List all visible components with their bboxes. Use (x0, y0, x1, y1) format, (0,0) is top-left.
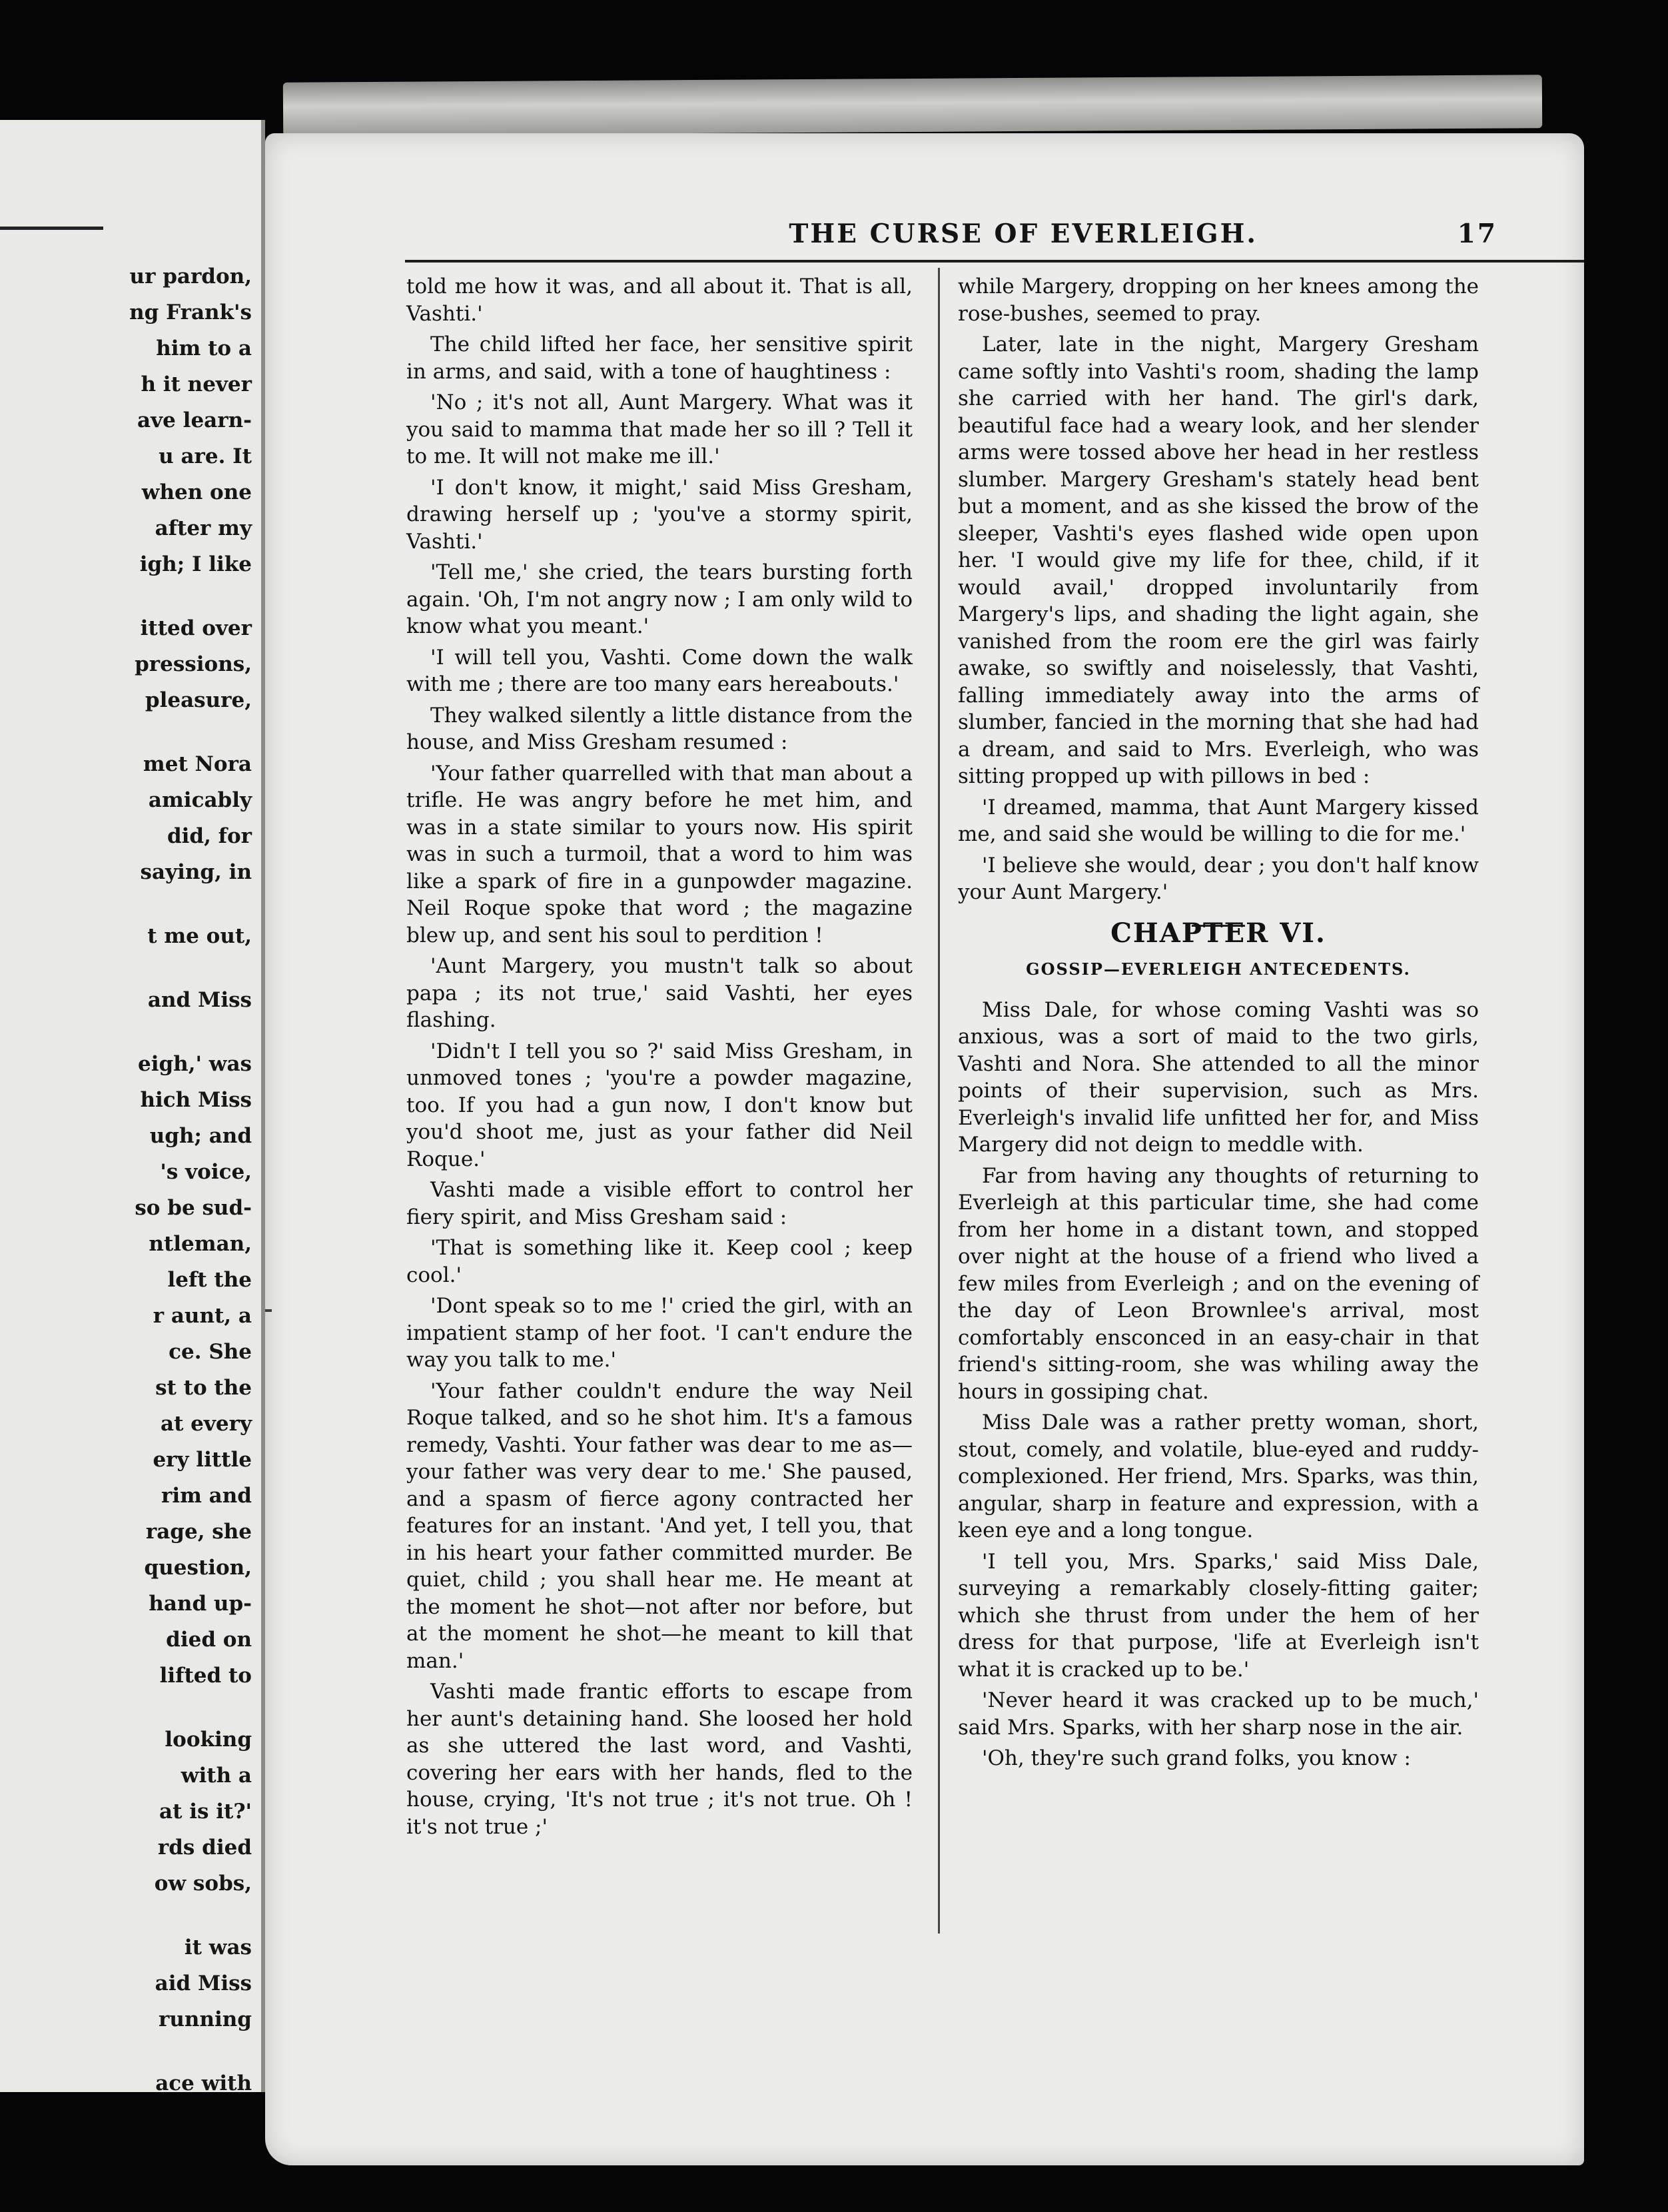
facing-page-line (129, 582, 252, 610)
facing-page-line: it was (184, 1936, 252, 1959)
facing-page-line: after my (155, 516, 252, 540)
facing-page-line: ur pardon, (129, 265, 252, 288)
paragraph: Miss Dale, for whose coming Vashti was so anxious, was a sort of maid to the two girls, Vashti and Nora. She attended to all the minor points of their supervision, such as Mrs. Everleigh's invalid life unfitted her for, and Miss Margery did not deign to meddle with. (958, 997, 1479, 1157)
facing-page-line: aid Miss (155, 1971, 252, 1995)
paragraph: 'Dont speak so to me !' cried the girl, with an impatient stamp of her foot. 'I can't endure the way you talk to me.' (406, 1294, 913, 1372)
paragraph: They walked silently a little distance from the house, and Miss Gresham resumed : (406, 703, 913, 754)
facing-page-line: him to a (156, 336, 252, 360)
paragraph: The child lifted her face, her sensitive spirit in arms, and said, with a tone of haughtiness : (406, 332, 913, 384)
facing-page-line: saying, in (140, 860, 252, 884)
facing-page-line: itted over (140, 616, 252, 640)
facing-page-line: ugh; and (149, 1124, 252, 1148)
paragraph: 'Oh, they're such grand folks, you know : (982, 1746, 1411, 1770)
paragraph: 'I don't know, it might,' said Miss Gresham, drawing herself up ; 'you've a stormy spirit, Vashti.' (406, 475, 913, 554)
facing-page-line: hand up- (149, 1592, 252, 1616)
facing-page (0, 120, 265, 2092)
facing-page-line: met Nora (143, 752, 252, 776)
facing-page-line: question, (144, 1556, 252, 1580)
facing-page-line: looking (165, 1728, 252, 1752)
paragraph: Miss Dale was a rather pretty woman, short, stout, comely, and volatile, blue-eyed and ruddy-complexioned. Her friend, Mrs. Sparks, was thin, angular, sharp in feature and expression, with a keen eye and a long tongue. (958, 1410, 1479, 1542)
paragraph: 'That is something like it. Keep cool ; keep cool.' (406, 1236, 913, 1287)
facing-page-line (129, 2037, 252, 2065)
facing-page-line: ntleman, (149, 1232, 252, 1256)
header-rule (405, 260, 1584, 263)
paragraph: 'Your father quarrelled with that man about a trifle. He was angry before he met him, and was in a state similar to yours now. His spirit was in such a turmoil, that a word to him was like a spark of fire in a gunpowder magazine. Neil Roque spoke that word ; the magazine blew up, and sent his soul to perdition ! (406, 761, 913, 947)
paragraph: 'I tell you, Mrs. Sparks,' said Miss Dale, surveying a remarkably closely-fitting gaiter; which she thrust from under the hem of her dress for that purpose, 'life at Everleigh isn't what it is cracked up to be.' (958, 1549, 1479, 1682)
facing-page-line: pleasure, (145, 688, 252, 712)
chapter-subtitle: GOSSIP—EVERLEIGH ANTECEDENTS. (1026, 959, 1411, 979)
facing-page-line: with a (181, 1764, 252, 1788)
paragraph: 'Aunt Margery, you mustn't talk so about papa ; its not true,' said Vashti, her eyes flashing. (406, 954, 913, 1032)
facing-page-line: hich Miss (140, 1088, 252, 1112)
facing-page-line: ace with (155, 2071, 252, 2092)
column-divider (938, 268, 940, 1934)
right-column-before-chapter (958, 273, 1479, 906)
facing-page-line: h it never (141, 372, 252, 396)
facing-page-line: lifted to (159, 1664, 252, 1688)
chapter-title: CHAPTER VI. (1110, 917, 1326, 949)
facing-page-line (129, 1694, 252, 1722)
facing-page-line (129, 1902, 252, 1930)
paragraph: 'Never heard it was cracked up to be much,' said Mrs. Sparks, with her sharp nose in the air. (958, 1688, 1479, 1740)
facing-page-line: igh; I like (139, 552, 252, 576)
right-column (958, 273, 1479, 1772)
running-header (738, 219, 1497, 259)
facing-page-line: st to the (155, 1376, 252, 1400)
binding-thread (265, 1309, 272, 1312)
facing-page-line: ave learn- (137, 408, 252, 432)
paragraph: 'Your father couldn't endure the way Neil Roque talked, and so he shot him. It's a famous remedy, Vashti. Your father was dear to me as—your father was very dear to me.' She paused, and a spasm of fierce agony contracted her features for an instant. 'And yet, I tell you, that in his heart your father committed murder. Be quiet, child ; you shall hear me. He meant at the moment he shot—not after nor before, but at the moment he shot—he meant to kill that man.' (406, 1379, 913, 1673)
paragraph: Vashti made frantic efforts to escape from her aunt's detaining hand. She loosed her hold as she uttered the last word, and Vashti, covering her ears with her hands, fled to the house, crying, 'It's not true ; it's not true. Oh ! it's not true ;' (406, 1680, 913, 1839)
facing-page-line: died on (166, 1628, 252, 1652)
facing-page-line: left the (167, 1268, 252, 1292)
facing-page-line: ery little (153, 1448, 252, 1472)
facing-page-line: ow sobs, (154, 1872, 252, 1896)
running-title: THE CURSE OF EVERLEIGH. (789, 219, 1258, 249)
facing-page-line: did, for (167, 824, 252, 848)
paragraph: Vashti made a visible effort to control her fiery spirit, and Miss Gresham said : (406, 1178, 913, 1229)
facing-page-line: rim and (161, 1484, 252, 1508)
page-edge (283, 75, 1542, 136)
facing-page-line: r aunt, a (153, 1304, 252, 1328)
facing-page-line: 's voice, (160, 1160, 252, 1184)
facing-page-line: ng Frank's (129, 300, 252, 324)
facing-page-line: and Miss (147, 988, 252, 1012)
paragraph: 'No ; it's not all, Aunt Margery. What was it you said to mamma that made her so ill ? Tell it to me. It will not make me ill.' (406, 390, 913, 468)
paragraph: Later, late in the night, Margery Gresham came softly into Vashti's room, shading the lamp she carried with her hand. The girl's dark, beautiful face had a weary look, and her slender arms were tossed above her head in her restless slumber. Margery Gresham's stately head bent but a moment, and as she kissed the brow of the sleeper, Vashti's eyes flashed wide open upon her. 'I would give my life for thee, child, if it would avail,' dropped involuntarily from Margery's lips, and shading the light again, she vanished from the room ere the girl was fairly awake, so swiftly and noiselessly, that Vashti, falling immediately away into the arms of slumber, fancied in the morning that she had had a dream, and said to Mrs. Everleigh, who was sitting propped up with pillows in bed : (958, 332, 1479, 788)
facing-page-line: so be sud- (135, 1196, 252, 1220)
facing-page-line: pressions, (135, 652, 252, 676)
facing-page-line (129, 1018, 252, 1046)
paragraph: told me how it was, and all about it. That is all, Vashti.' (406, 275, 913, 326)
facing-page-line (129, 954, 252, 982)
facing-page-line: eigh,' was (137, 1052, 252, 1076)
paragraph: 'I believe she would, dear ; you don't half know your Aunt Margery.' (958, 853, 1479, 904)
facing-page-rule (0, 227, 103, 230)
facing-page-line: at is it?' (159, 1800, 252, 1824)
paragraph: 'Didn't I tell you so ?' said Miss Gresham, in unmoved tones ; 'you're a powder magazine, too. If you had a gun now, I don't know but you'd shoot me, just as your father did Neil Roque.' (406, 1039, 913, 1171)
facing-page-text (129, 259, 252, 2092)
right-column-after-chapter (958, 997, 1479, 1772)
book-page (265, 133, 1584, 2165)
paragraph: while Margery, dropping on her knees among the rose-bushes, seemed to pray. (958, 275, 1479, 326)
page-number: 17 (1457, 219, 1497, 249)
paragraph: 'I will tell you, Vashti. Come down the walk with me ; there are too many ears hereabouts.' (406, 645, 913, 696)
facing-page-line: at every (160, 1412, 252, 1436)
facing-page-line: rage, she (145, 1520, 252, 1544)
chapter-heading (958, 917, 1479, 949)
paragraph: 'Tell me,' she cried, the tears bursting forth again. 'Oh, I'm not angry now ; I am only wild to know what you meant.' (406, 560, 913, 638)
facing-page-line: when one (141, 480, 252, 504)
facing-page-line: amicably (148, 788, 252, 812)
facing-page-line (129, 718, 252, 746)
paragraph: Far from having any thoughts of returning to Everleigh at this particular time, she had come from her home in a distant town, and stopped over night at the house of a friend who lived a few miles from Everleigh ; and on the evening of the day of Leon Brownlee's arrival, most comfortably ensconced in an easy-chair in that friend's sitting-room, she was whiling away the hours in gossiping chat. (958, 1163, 1479, 1404)
left-column (406, 273, 913, 1840)
facing-page-line: running (159, 2007, 252, 2031)
facing-page-line: t me out, (147, 924, 252, 948)
paragraph: 'I dreamed, mamma, that Aunt Margery kissed me, and said she would be willing to die for me.' (958, 795, 1479, 846)
facing-page-line: rds died (157, 1836, 252, 1860)
facing-page-line: ce. She (169, 1340, 252, 1364)
facing-page-line: u are. It (159, 444, 252, 468)
facing-page-line (129, 890, 252, 918)
